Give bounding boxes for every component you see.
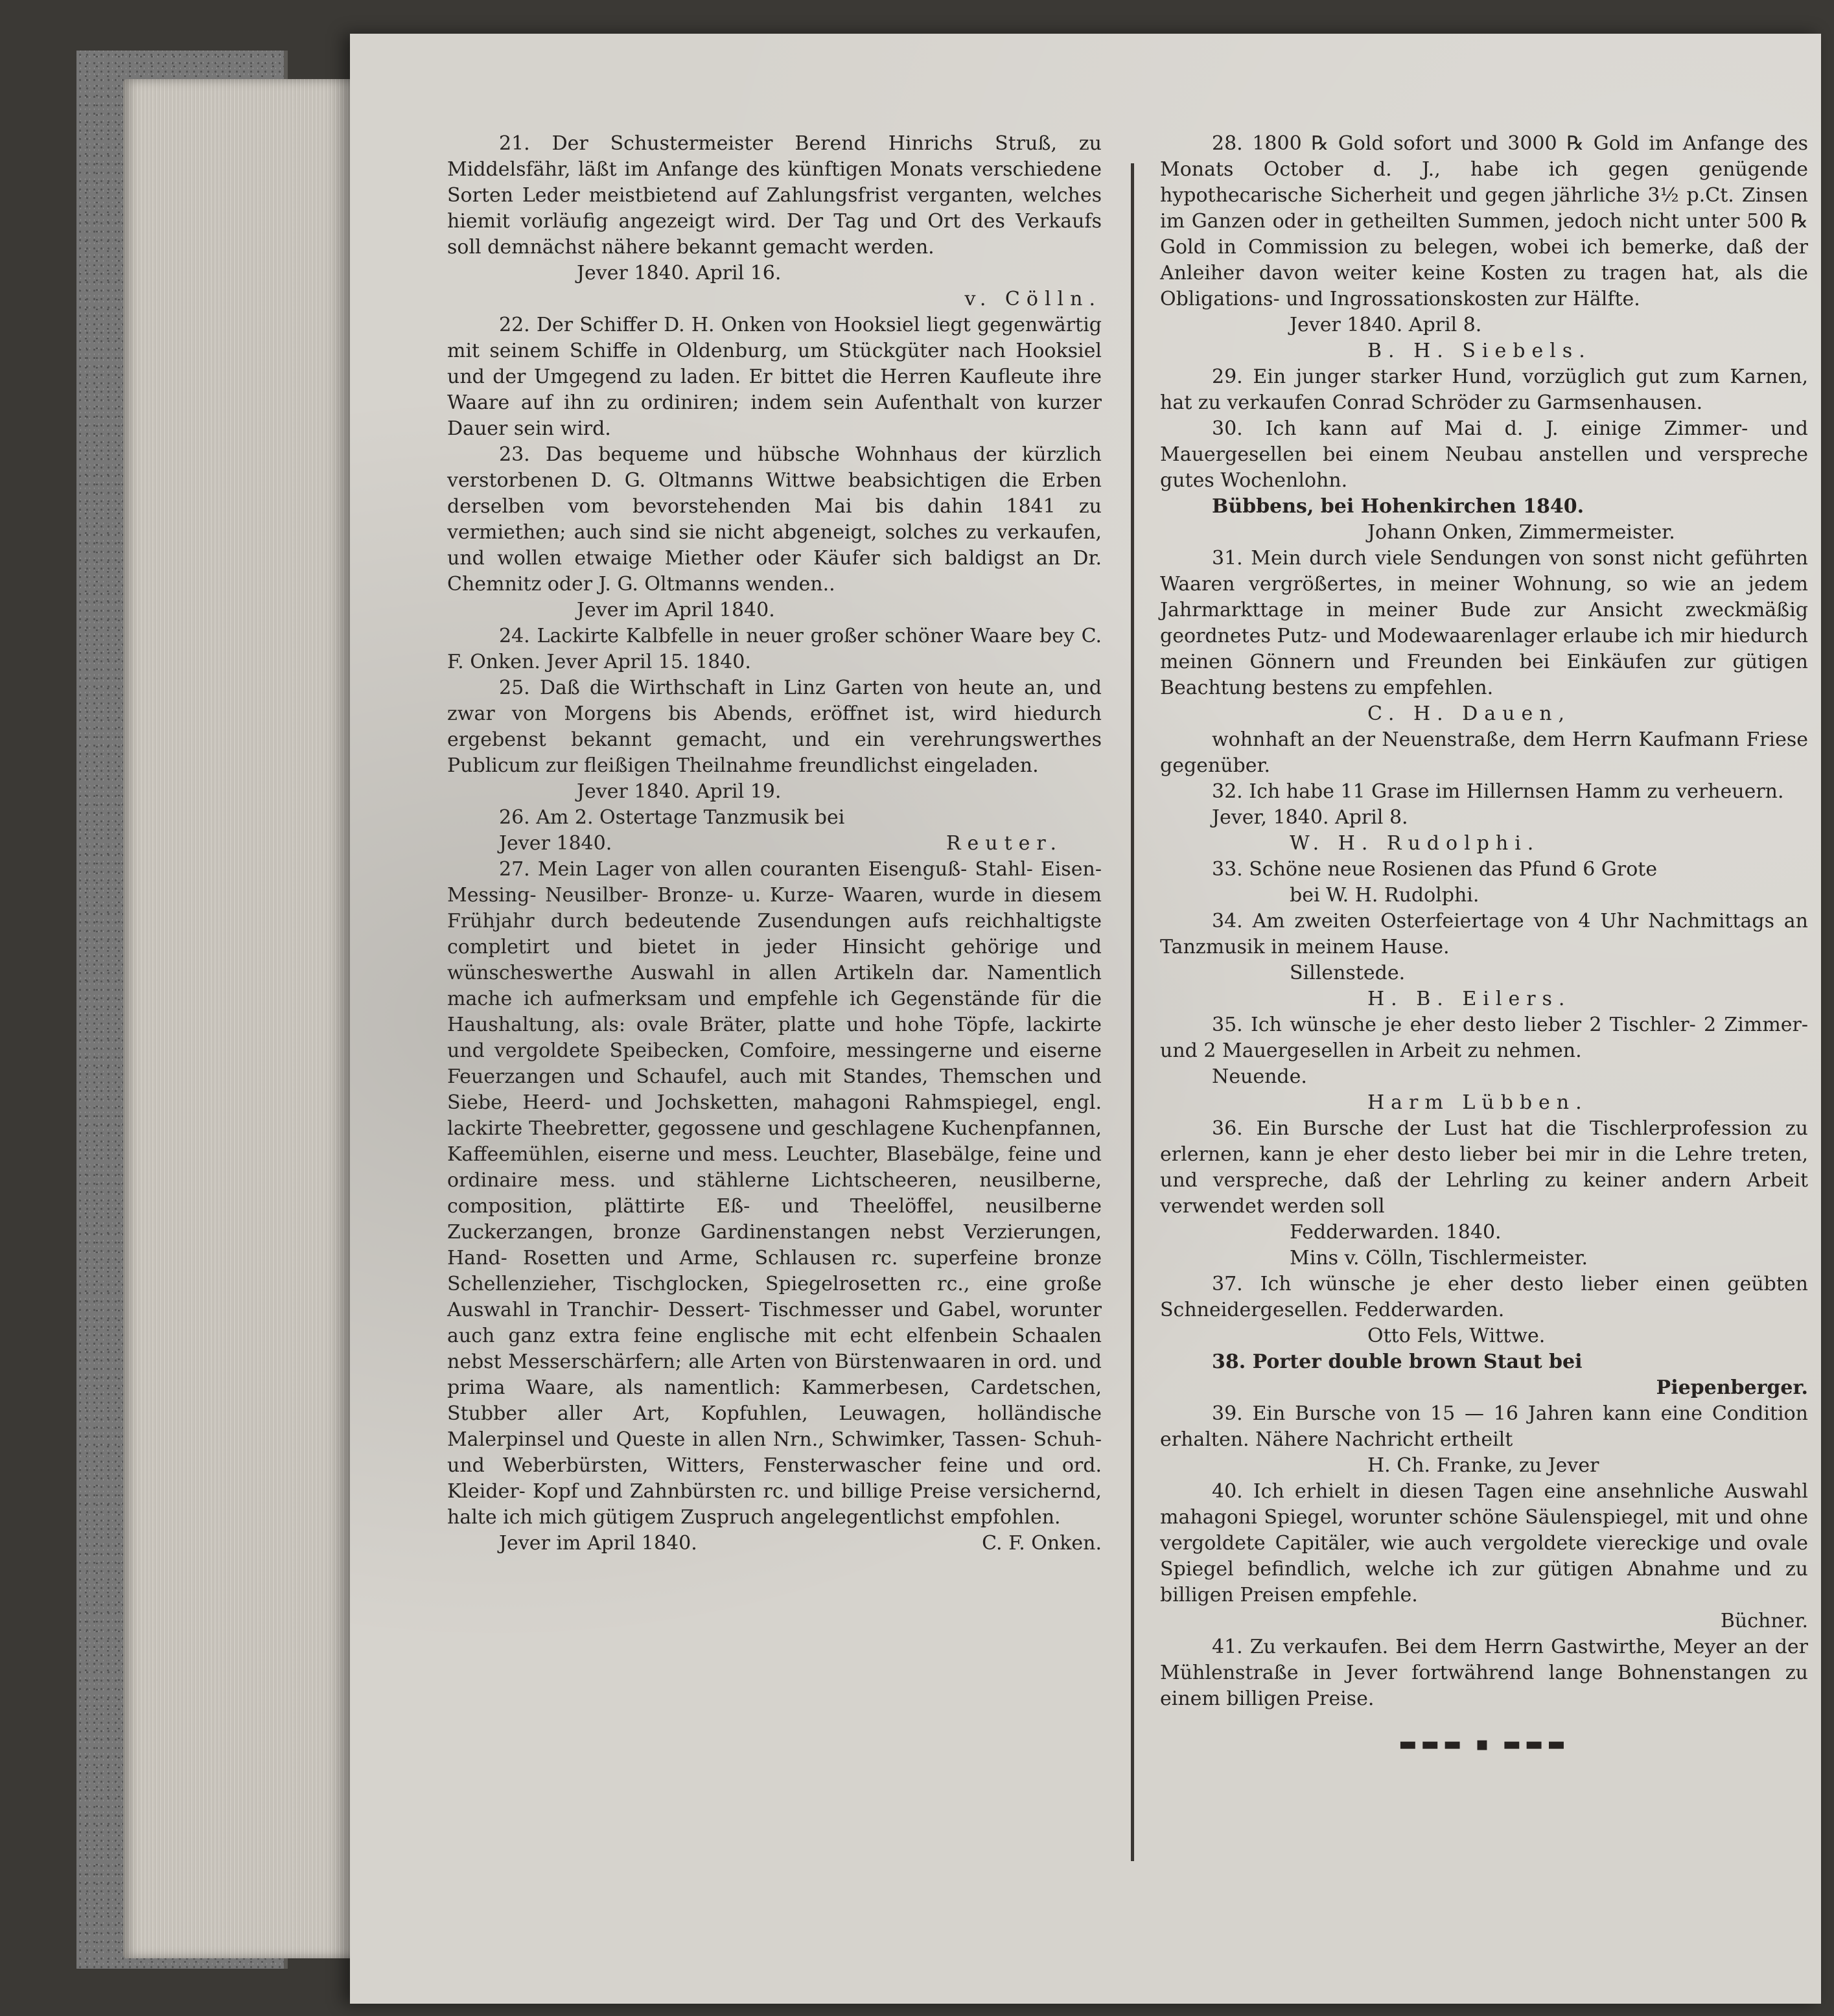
notice-25: 25. Daß die Wirthschaft in Linz Garten von heute an, und zwar von Morgens bis Abends, eröffnet ist, wird hiedurch ergebenst bekannt gemacht, und ein verehrungswerthes Publicum zur fleißigen Theilnahme freundlichst eingeladen. bbox=[447, 677, 1102, 777]
right-column bbox=[1160, 131, 1808, 1777]
notice-32-place: Jever, 1840. April 8. bbox=[1212, 806, 1408, 829]
notice-26-place: Jever 1840. bbox=[499, 832, 612, 855]
notice-36: 36. Ein Bursche der Lust hat die Tischlerprofession zu erlernen, kann je eher desto lieber bei mir in die Lehre treten, und verspreche, daß der Lehrling zu keiner andern Arbeit verwendet werden soll bbox=[1160, 1117, 1808, 1218]
notice-32: 32. Ich habe 11 Grase im Hillernsen Hamm zu verheuern. bbox=[1212, 780, 1784, 803]
notice-37: 37. Ich wünsche je eher desto lieber einen geübten Schneidergesellen. Fedderwarden. bbox=[1160, 1273, 1808, 1321]
notice-22: 22. Der Schiffer D. H. Onken von Hooksiel liegt gegenwärtig mit seinem Schiffe in Oldenburg, um Stückgüter nach Hooksiel und der Umgegend zu laden. Er bittet die Herren Kaufleute ihre Waare auf ihn zu ordiniren; indem sein Aufenthalt von kurzer Dauer sein wird. bbox=[447, 314, 1102, 440]
notice-33-signature: bei W. H. Rudolphi. bbox=[1290, 884, 1480, 907]
notice-35: 35. Ich wünsche je eher desto lieber 2 Tischler- 2 Zimmer- und 2 Mauergesellen in Arbeit zu nehmen. bbox=[1160, 1014, 1808, 1062]
notice-27-footer bbox=[447, 1531, 1102, 1557]
notice-26-signature: Reuter. bbox=[946, 832, 1063, 855]
notice-40: 40. Ich erhielt in diesen Tagen eine ansehnliche Auswahl mahagoni Spiegel, worunter schöne Säulenspiegel, mit und ohne vergoldete Capitäler, wie auch vergoldete viereckige und ovale Spiegel befindlich, welche ich zur gütigen Abnahme und zu billigen Preisen empfehle. bbox=[1160, 1480, 1808, 1606]
notice-36-place: Fedderwarden. 1840. bbox=[1290, 1221, 1502, 1244]
notice-34-signature: H. B. Eilers. bbox=[1367, 988, 1572, 1010]
column-divider bbox=[1131, 163, 1134, 1861]
notice-ornament: ▬▬▬ ▪ ▬▬▬ bbox=[1399, 1733, 1570, 1755]
notice-27-place: Jever im April 1840. bbox=[499, 1532, 697, 1555]
notice-38: 38. Porter double brown Staut bei bbox=[1212, 1350, 1583, 1373]
notice-29: 29. Ein junger starker Hund, vorzüglich gut zum Karnen, hat zu verkaufen Conrad Schröder zu Garmsenhausen. bbox=[1160, 365, 1808, 414]
notice-21: 21. Der Schustermeister Berend Hinrichs Struß, zu Middelsfähr, läßt im Anfange des künftigen Monats verschiedene Sorten Leder meistbietend auf Zahlungsfrist verganten, welches hiemit vorläufig angezeigt wird. Der Tag und Ort des Verkaufs soll demnächst nähere bekannt gemacht werden. bbox=[447, 132, 1102, 259]
notice-32-signature: W. H. Rudolphi. bbox=[1290, 832, 1540, 855]
notice-28: 28. 1800 ℞ Gold sofort und 3000 ℞ Gold im Anfange des Monats October d. J., habe ich gegen genügende hypothecarische Sicherheit und gegen jährliche 3½ p.Ct. Zinsen im Ganzen oder in getheilten Summen, jedoch nicht unter 500 ℞ Gold in Commission zu belegen, wobei ich bemerke, daß der Anleiher davon weiter keine Kosten zu tragen hat, als die Obligations- und Ingrossationskosten zur Hälfte. bbox=[1160, 132, 1808, 310]
notice-38-signature: Piepenberger. bbox=[1656, 1376, 1808, 1399]
notice-27-signature: C. F. Onken. bbox=[982, 1532, 1102, 1555]
notice-23: 23. Das bequeme und hübsche Wohnhaus der kürzlich verstorbenen D. G. Oltmanns Wittwe beabsichtigen die Erben derselben vom bevorstehenden Mai bis dahin 1841 zu vermiethen; auch sind sie nicht abgeneigt, solches zu verkaufen, und wollen etwaige Miether oder Käufer sich baldigst an Dr. Chemnitz oder J. G. Oltmanns wenden.. bbox=[447, 443, 1102, 596]
notice-35-place: Neuende. bbox=[1212, 1065, 1307, 1088]
notice-25-place: Jever 1840. April 19. bbox=[577, 780, 782, 803]
notice-34-place: Sillenstede. bbox=[1290, 962, 1406, 984]
notice-23-place: Jever im April 1840. bbox=[577, 599, 775, 621]
notice-37-signature: Otto Fels, Wittwe. bbox=[1367, 1325, 1546, 1347]
notice-31-address: wohnhaft an der Neuenstraße, dem Herrn Kaufmann Friese gegenüber. bbox=[1160, 728, 1808, 777]
notice-34: 34. Am zweiten Osterfeiertage von 4 Uhr Nachmittags an Tanzmusik in meinem Hause. bbox=[1160, 910, 1808, 958]
notice-36-signature: Mins v. Cölln, Tischlermeister. bbox=[1290, 1247, 1588, 1269]
notice-21-signature: v. Cölln. bbox=[964, 288, 1102, 310]
notice-26-footer bbox=[447, 831, 1102, 857]
notice-31-signature: C. H. Dauen, bbox=[1367, 702, 1572, 725]
notice-27: 27. Mein Lager von allen couranten Eisenguß- Stahl- Eisen- Messing- Neusilber- Bronze- u. Kurze- Waaren, wurde in diesem Frühjahr durch bedeutende Zusendungen aufs reichhaltigste completirt und bietet in jeder Hinsicht gehörige und wünscheswerthe Auswahl in allen Artikeln dar. Namentlich mache ich aufmerksam und empfehle ich Gegenstände für die Haushaltung, als: ovale Bräter, platte und hohe Töpfe, lackirte und vergoldete Speibecken, Comfoire, messingerne und eiserne Feuerzangen und Schaufel, auch mit Standes, Themschen und Siebe, Heerd- und Jochsketten, mahagoni Rahmspiegel, engl. lackirte Theebretter, gegossene und geschlagene Kuchenpfannen, Kaffeemühlen, eiserne und mess. Leuchter, Blasebälge, feine und ordinaire mess. und stählerne Lichtscheeren, neusilberne, composition, plättirte Eß- und Theelöffel, neusilberne Zuckerzangen, bronze Gardinenstangen nebst Verzierungen, Hand- Rosetten und Arme, Schlausen rc. superfeine bronze Schellenzieher, Tischglocken, Spiegelrosetten rc., eine große Auswahl in Tranchir- Dessert- Tischmesser und Gabel, worunter auch ganz extra feine englische mit echt elfenbein Schaalen nebst Messerschärfern; alle Arten von Bürstenwaaren in ord. und prima Waare, als namentlich: Kammerbesen, Cardetschen, Stubber aller Art, Kopfuhlen, Leuwagen, holländische Malerpinsel und Queste in allen Nrn., Schwimker, Tassen- Schuh- und Weberbürsten, Witters, Fensterwascher feine und ord. Kleider- Kopf und Zahnbürsten rc. und billige Preise versichernd, halte ich mich gütigem Zuspruch angelegentlichst empfohlen. bbox=[447, 858, 1102, 1529]
page-stack-edges bbox=[123, 79, 356, 1958]
notice-30-place: Bübbens, bei Hohenkirchen 1840. bbox=[1212, 495, 1584, 518]
notice-24: 24. Lackirte Kalbfelle in neuer großer schöner Waare bey C. F. Onken. Jever April 15. 1840. bbox=[447, 625, 1102, 673]
notice-33: 33. Schöne neue Rosienen das Pfund 6 Grote bbox=[1212, 858, 1658, 881]
notice-30-signature: Johann Onken, Zimmermeister. bbox=[1367, 521, 1675, 544]
notice-26: 26. Am 2. Ostertage Tanzmusik bei bbox=[499, 806, 845, 829]
left-column bbox=[447, 131, 1102, 1557]
newspaper-page bbox=[350, 34, 1821, 2004]
notice-41: 41. Zu verkaufen. Bei dem Herrn Gastwirthe, Meyer an der Mühlenstraße in Jever fortwährend lange Bohnenstangen zu einem billigen Preise. bbox=[1160, 1636, 1808, 1710]
notice-40-signature: Büchner. bbox=[1720, 1610, 1808, 1632]
notice-31: 31. Mein durch viele Sendungen von sonst nicht geführten Waaren vergrößertes, in meiner Wohnung, so wie an jedem Jahrmarkttage in meiner Bude zur Ansicht zweckmäßig geordnetes Putz- und Modewaarenlager erlaube ich mir hiedurch meinen Gönnern und Freunden bei Einkäufen zur gütigen Beachtung bestens zu empfehlen. bbox=[1160, 547, 1808, 699]
notice-28-signature: B. H. Siebels. bbox=[1367, 340, 1592, 362]
notice-28-place: Jever 1840. April 8. bbox=[1290, 314, 1482, 336]
notice-30: 30. Ich kann auf Mai d. J. einige Zimmer- und Mauergesellen bei einem Neubau anstellen und verspreche gutes Wochenlohn. bbox=[1160, 417, 1808, 492]
notice-39: 39. Ein Bursche von 15 — 16 Jahren kann eine Condition erhalten. Nähere Nachricht ertheilt bbox=[1160, 1402, 1808, 1451]
notice-21-place: Jever 1840. April 16. bbox=[577, 262, 782, 284]
notice-39-signature: H. Ch. Franke, zu Jever bbox=[1367, 1454, 1599, 1477]
notice-35-signature: Harm Lübben. bbox=[1367, 1091, 1588, 1114]
